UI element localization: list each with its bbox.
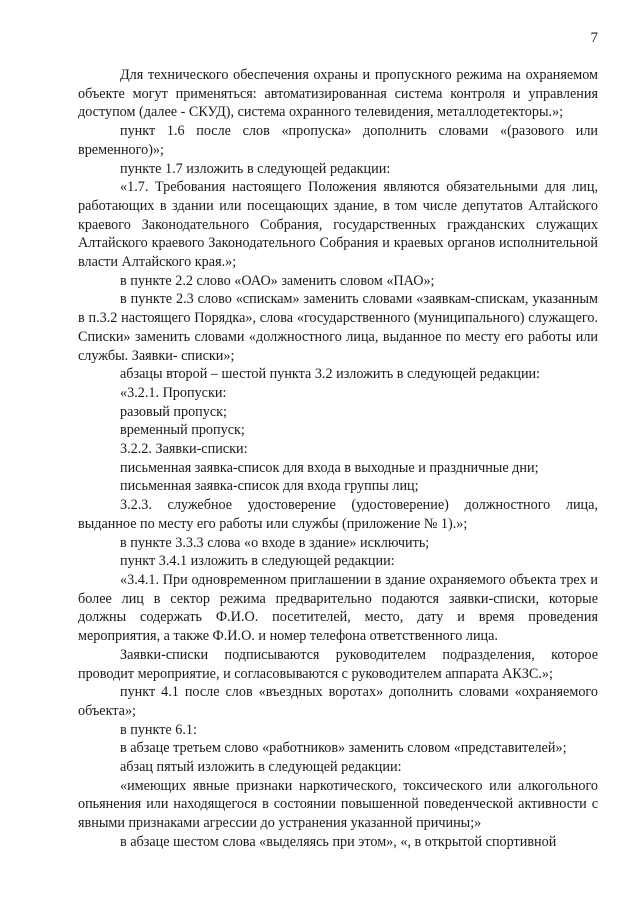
paragraph: пункт 4.1 после слов «въездных воротах» дополнить словами «охраняемого объекта»; xyxy=(78,684,598,719)
paragraph: пункте 1.7 изложить в следующей редакции: xyxy=(120,160,391,177)
paragraph: Заявки-списки подписываются руководителем подразделения, которое проводит мероприятие, и согласовываются с руководителем аппарата АКЗС.»; xyxy=(78,646,598,682)
paragraph: в пункте 3.3.3 слова «о входе в здание» исключить; xyxy=(120,534,430,551)
paragraph: в абзаце третьем слово «работников» заменить словом «представителей»; xyxy=(120,740,567,757)
document-body xyxy=(78,66,598,852)
paragraph: абзацы второй – шестой пункта 3.2 изложить в следующей редакции: xyxy=(120,366,541,383)
paragraph: разовый пропуск; xyxy=(120,403,227,420)
paragraph: «имеющих явные признаки наркотического, токсического или алкогольного опьянения или находящегося в состоянии повышенной поведенческой активности с явными признаками агрессии до устранения указанной причины;» xyxy=(78,777,598,832)
paragraph: «1.7. Требования настоящего Положения являются обязательными для лиц, работающих в здании или посещающих здание, в том числе депутатов Алтайского краевого Законодательного Собрания, государственных гражданских служащих Алтайского краевого Законодательного Собрания и краевых органов исполнительной власти Алтайского края.»; xyxy=(78,179,598,271)
paragraph: пункт 3.4.1 изложить в следующей редакции: xyxy=(120,553,395,570)
paragraph: в абзаце шестом слова «выделяясь при этом», «, в открытой спортивной xyxy=(120,833,557,850)
page-number: 7 xyxy=(590,30,598,46)
paragraph: 3.2.3. служебное удостоверение (удостоверение) должностного лица, выданное по месту его работы или службы (приложение № 1).»; xyxy=(78,497,598,532)
paragraph: письменная заявка-список для входа группы лиц; xyxy=(120,478,419,495)
paragraph: «3.2.1. Пропуски: xyxy=(120,384,227,401)
paragraph: в пункте 2.3 слово «спискам» заменить словами «заявкам-спискам, указанным в п.3.2 настоящего Порядка», слова «государственного (муниципального) служащего. Списки» заменить словами «должностного лица, выданное по месту его работы или службы. Заявки- списки»; xyxy=(78,291,598,364)
paragraph: в пункте 2.2 слово «ОАО» заменить словом «ПАО»; xyxy=(120,272,435,289)
paragraph: 3.2.2. Заявки-списки: xyxy=(120,441,248,458)
paragraph: пункт 1.6 после слов «пропуска» дополнить словами «(разового или временного)»; xyxy=(78,123,598,158)
paragraph: «3.4.1. При одновременном приглашении в здание охраняемого объекта трех и более лиц в сектор режима предварительно подаются заявки-списки, которые должны содержать Ф.И.О. посетителей, место, дату и время проведения мероприятия, а также Ф.И.О. и номер телефона ответственного лица. xyxy=(78,571,598,645)
paragraph: Для технического обеспечения охраны и пропускного режима на охраняемом объекте могут применяться: автоматизированная система контроля и управления доступом (далее - СКУД), система охранного телевидения, металлодетекторы.»; xyxy=(78,67,598,121)
paragraph: абзац пятый изложить в следующей редакции: xyxy=(120,759,402,776)
paragraph: письменная заявка-список для входа в выходные и праздничные дни; xyxy=(120,459,539,476)
paragraph: временный пропуск; xyxy=(120,422,245,439)
paragraph: в пункте 6.1: xyxy=(120,721,197,738)
